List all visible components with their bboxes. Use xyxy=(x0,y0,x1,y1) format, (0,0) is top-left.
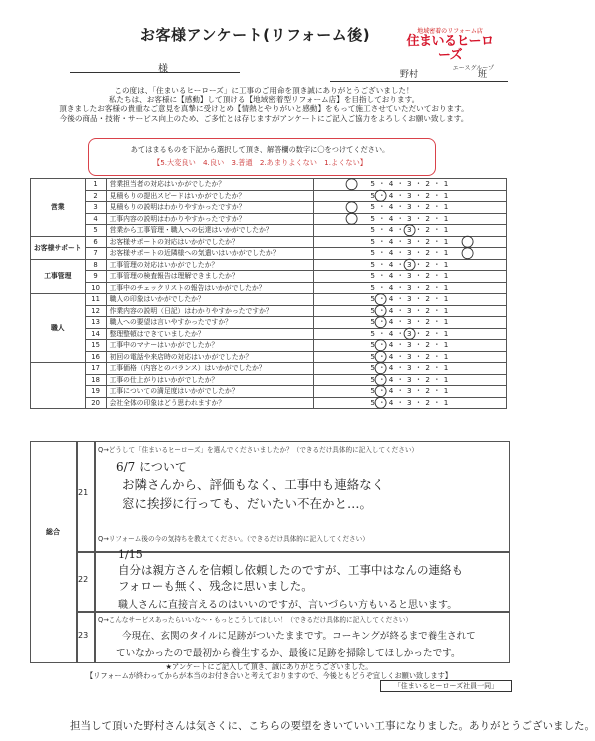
rating-scale-cell[interactable]: 5 ・ 4 ・ 3 ・ 2 ・ 1 xyxy=(313,340,506,352)
rating-scale-cell[interactable]: 5 ・ 4 ・ 3 ・ 2 ・ 1 xyxy=(313,328,506,340)
question-text: 工事の仕上がりはいかがでしたか？ xyxy=(106,374,313,386)
page-title: お客様アンケート(リフォーム後) xyxy=(140,26,371,44)
question-row xyxy=(31,190,507,202)
rating-scale-legend: 【5.大変良い 4.良い 3.普通 2.あまりよくない 1.よくない】 xyxy=(153,158,367,167)
question-text: 工事中のチェックリストの報告はいかがでしたか？ xyxy=(106,282,313,294)
survey-table xyxy=(30,178,507,409)
question-row xyxy=(31,328,507,340)
question-number: 1 xyxy=(85,179,106,191)
q22-answer-line: 職人さんに直接言えるのはいいのですが、言いづらい方もいると思います。 xyxy=(118,600,458,611)
question-text: 工事内容の説明はわかりやすかったですか？ xyxy=(106,213,313,225)
q23-answer-line: ていなかったので最初から養生するか、最後に足跡を掃除してほしかったです。 xyxy=(116,648,461,659)
q21-number: 21 xyxy=(78,488,89,497)
question-text: 見積もりの説明はわかりやすかったですか？ xyxy=(106,202,313,214)
rating-scale-cell[interactable]: 5 ・ 4 ・ 3 ・ 2 ・ 1 xyxy=(313,271,506,283)
question-number: 9 xyxy=(85,271,106,283)
question-number: 14 xyxy=(85,328,106,340)
footer-line: 【リフォームが終わってからが本当のお付き合いと考えておりますので、今後ともどうぞ宜しくお願い致します】 xyxy=(86,671,452,680)
q23-prompt: Q→こんなサービスあったらいいな～・もっとこうしてほしい！（できるだけ具体的に記入してください） xyxy=(98,616,412,624)
staff-name: 野村 xyxy=(400,69,419,79)
rating-scale-cell[interactable]: 5 ・ 4 ・ 3 ・ 2 ・ 1 xyxy=(313,236,506,248)
open-section-category: 総合 xyxy=(46,528,60,536)
question-number: 15 xyxy=(85,340,106,352)
question-row xyxy=(31,259,507,271)
bottom-handwritten-note: 担当して頂いた野村さんは気さくに、こちらの要望をきいていい工事になりました。ありがとうございました。 xyxy=(70,720,595,732)
logo-sub-text: エースグループ xyxy=(452,65,494,72)
question-row xyxy=(31,213,507,225)
category-cell: 工事管理 xyxy=(31,259,86,294)
q23-number: 23 xyxy=(78,631,89,640)
q23-answer-line: 今現在、玄関のタイルに足跡がついたままです。コーキングが終るまで養生されて xyxy=(122,631,476,642)
category-cell: お客様サポート xyxy=(31,236,86,259)
rating-scale-cell[interactable]: 5 ・ 4 ・ 3 ・ 2 ・ 1 xyxy=(313,351,506,363)
q21-prompt: Q→どうして「住まいるヒーローズ」を選んでくださいましたか？（できるだけ具体的に記入してください） xyxy=(98,446,419,454)
rating-scale-cell[interactable]: 5 ・ 4 ・ 3 ・ 2 ・ 1 xyxy=(313,213,506,225)
staff-team-suffix: 班 xyxy=(478,70,488,80)
question-row xyxy=(31,374,507,386)
question-number: 11 xyxy=(85,294,106,306)
question-text: お客様サポートの近隣様への気遣いはいかがでしたか？ xyxy=(106,248,313,260)
rating-scale-cell[interactable]: 5 ・ 4 ・ 3 ・ 2 ・ 1 xyxy=(313,282,506,294)
question-row xyxy=(31,236,507,248)
q22-answer-line: 自分は親方さんを信頼し依頼したのですが、工事中はなんの連絡も xyxy=(118,563,463,577)
q21-answer-line: 窓に挨拶に行っても、だいたい不在かと…。 xyxy=(122,496,373,511)
question-text: 整理整頓はできていましたか？ xyxy=(106,328,313,340)
question-number: 16 xyxy=(85,351,106,363)
q22-answer-line: 1/15 xyxy=(118,548,143,561)
rating-scale-cell[interactable]: 5 ・ 4 ・ 3 ・ 2 ・ 1 xyxy=(313,305,506,317)
question-row xyxy=(31,294,507,306)
q21-answer-line: 6/7 について xyxy=(116,460,187,474)
footer-line: ★アンケートにご記入して頂き、誠にありがとうございました。 xyxy=(165,662,373,671)
question-row xyxy=(31,271,507,283)
question-text: 工事管理の対応はいかがでしたか？ xyxy=(106,259,313,271)
rating-instruction: あてはまるものを下記から選択して頂き、解答欄の数字に〇をつけてください。 xyxy=(130,145,390,154)
question-number: 5 xyxy=(85,225,106,237)
question-text: 初回の電話や来店時の対応はいかがでしたか？ xyxy=(106,351,313,363)
question-number: 8 xyxy=(85,259,106,271)
question-row xyxy=(31,305,507,317)
logo-tagline: 地域密着のリフォーム店 xyxy=(417,28,483,35)
rating-scale-cell[interactable]: 5 ・ 4 ・ 3 ・ 2 ・ 1 xyxy=(313,259,506,271)
question-row xyxy=(31,202,507,214)
intro-line: 私たちは、お客様に【感動】して頂ける【地域密着型リフォーム店】を目指しております。 xyxy=(108,95,420,105)
question-row xyxy=(31,248,507,260)
rating-scale-cell[interactable]: 5 ・ 4 ・ 3 ・ 2 ・ 1 xyxy=(313,294,506,306)
rating-scale-cell[interactable]: 5 ・ 4 ・ 3 ・ 2 ・ 1 xyxy=(313,179,506,191)
customer-name-line xyxy=(70,64,240,73)
question-number: 13 xyxy=(85,317,106,329)
q21-number-cell xyxy=(76,441,96,553)
question-row xyxy=(31,397,507,409)
intro-text xyxy=(12,86,516,123)
question-row xyxy=(31,179,507,191)
q21-answer-line: お隣さんから、評価もなく、工事中も連絡なく xyxy=(122,477,385,492)
logo-main-text: 住まいるヒーローズ xyxy=(406,34,494,63)
rating-scale-cell[interactable]: 5 ・ 4 ・ 3 ・ 2 ・ 1 xyxy=(313,190,506,202)
question-row xyxy=(31,317,507,329)
question-row xyxy=(31,363,507,375)
question-text: 営業から工事管理・職人への伝達はいかがでしたか？ xyxy=(106,225,313,237)
question-number: 18 xyxy=(85,374,106,386)
question-number: 4 xyxy=(85,213,106,225)
rating-scale-cell[interactable]: 5 ・ 4 ・ 3 ・ 2 ・ 1 xyxy=(313,225,506,237)
question-number: 2 xyxy=(85,190,106,202)
rating-scale-cell[interactable]: 5 ・ 4 ・ 3 ・ 2 ・ 1 xyxy=(313,202,506,214)
q22-answer-line: フォローも無く、残念に思いました。 xyxy=(118,579,313,593)
q22-number: 22 xyxy=(78,575,89,584)
question-number: 7 xyxy=(85,248,106,260)
rating-scale-cell[interactable]: 5 ・ 4 ・ 3 ・ 2 ・ 1 xyxy=(313,317,506,329)
question-row xyxy=(31,386,507,398)
question-number: 12 xyxy=(85,305,106,317)
footer-message xyxy=(30,662,508,680)
question-text: 工事価格（内容とのバランス）はいかがでしたか？ xyxy=(106,363,313,375)
question-row xyxy=(31,225,507,237)
question-row xyxy=(31,351,507,363)
question-text: 工事中のマナーはいかがでしたか？ xyxy=(106,340,313,352)
intro-line: この度は、「住まいるヒーローズ」に工事のご用命を頂き誠にありがとうございました！ xyxy=(114,86,414,95)
customer-honorific: 様 xyxy=(158,64,168,75)
staff-name-line xyxy=(330,80,508,82)
question-text: 職人の印象はいかがでしたか？ xyxy=(106,294,313,306)
rating-instruction-box xyxy=(88,138,436,176)
question-text: 会社全体の印象はどう思われますか？ xyxy=(106,397,313,409)
intro-line: 今後の商品・技術・サービス向上のため、ご多忙とは存じますがアンケートにご記入ご協力をよろしくお願い致します。 xyxy=(59,113,469,123)
question-number: 10 xyxy=(85,282,106,294)
question-text: 職人への要望は言いやすかったですか？ xyxy=(106,317,313,329)
open-section-category-cell xyxy=(30,441,78,663)
category-cell: 職人 xyxy=(31,294,86,363)
question-row xyxy=(31,282,507,294)
question-text: 作業内容の説明（日記）はわかりやすかったですか？ xyxy=(106,305,313,317)
rating-scale-cell[interactable]: 5 ・ 4 ・ 3 ・ 2 ・ 1 xyxy=(313,363,506,375)
category-cell xyxy=(31,363,86,409)
footer-signature: 「住まいるヒーローズ社員一同」 xyxy=(380,680,512,692)
intro-line: 頂きましたお客様の貴重なご意見を真摯に受けとめ【情熱とやりがいと感動】をもって施工させていただいております。 xyxy=(59,104,469,114)
question-text: 営業担当者の対応はいかがでしたか？ xyxy=(106,179,313,191)
question-row xyxy=(31,340,507,352)
question-text: 工事についての満足度はいかがでしたか？ xyxy=(106,386,313,398)
rating-scale-cell[interactable]: 5 ・ 4 ・ 3 ・ 2 ・ 1 xyxy=(313,248,506,260)
rating-scale-cell[interactable]: 5 ・ 4 ・ 3 ・ 2 ・ 1 xyxy=(313,386,506,398)
category-cell: 営業 xyxy=(31,179,86,237)
question-text: 見積もりの提出スピードはいかがでしたか？ xyxy=(106,190,313,202)
rating-scale-cell[interactable]: 5 ・ 4 ・ 3 ・ 2 ・ 1 xyxy=(313,374,506,386)
q22-prompt: Q→リフォーム後の今の気持ちを教えてください。（できるだけ具体的に記入してください） xyxy=(98,535,369,543)
question-number: 17 xyxy=(85,363,106,375)
question-number: 19 xyxy=(85,386,106,398)
question-text: お客様サポートの対応はいかがでしたか？ xyxy=(106,236,313,248)
question-number: 3 xyxy=(85,202,106,214)
question-number: 6 xyxy=(85,236,106,248)
question-text: 工事管理の検査報告は理解できましたか？ xyxy=(106,271,313,283)
question-number: 20 xyxy=(85,397,106,409)
company-logo xyxy=(402,26,498,72)
rating-scale-cell[interactable]: 5 ・ 4 ・ 3 ・ 2 ・ 1 xyxy=(313,397,506,409)
